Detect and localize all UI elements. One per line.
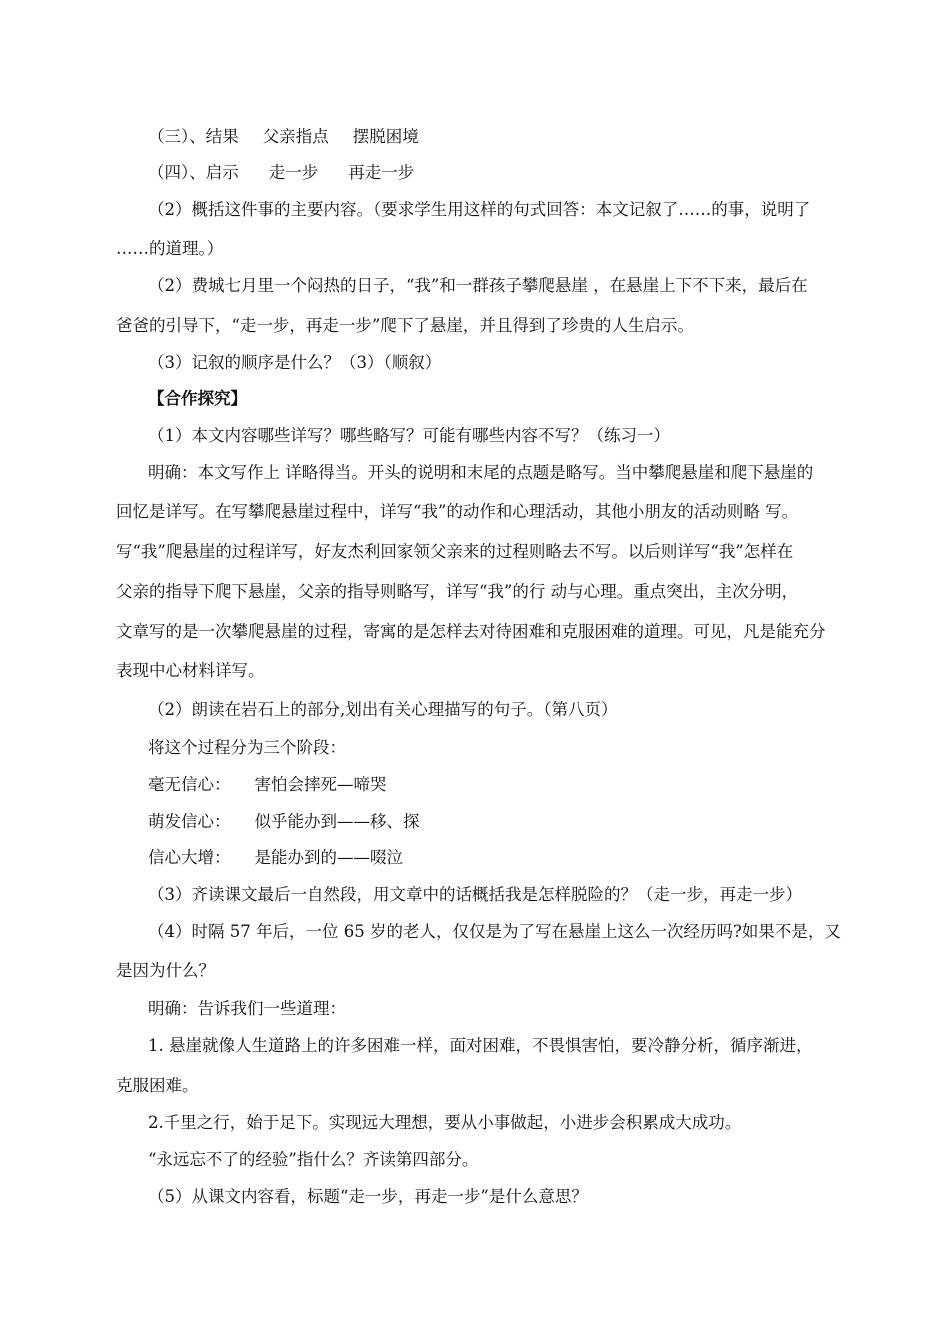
section-heading: 【合作探究】 <box>148 389 247 408</box>
paragraph-line: 写“我”爬悬崖的过程详写，好友杰利回家领父亲来的过程则略去不写。以后则详写“我”怎样在 <box>116 542 794 561</box>
paragraph-line: 明确：告诉我们一些道理： <box>148 999 346 1018</box>
stage-line <box>148 848 872 868</box>
paragraph-line: （2）概括这件事的主要内容。（要求学生用这样的句式回答：本文记叙了……的事，说明了 <box>148 200 811 219</box>
stage-detail: 是能办到的——啜泣 <box>254 848 403 867</box>
list-item: 1. 悬崖就像人生道路上的许多困难一样，面对困难，不畏惧害怕，要冷静分析，循序渐进， <box>148 1036 813 1055</box>
outline-item-3 <box>148 127 872 147</box>
stage-label: 萌发信心： <box>148 812 231 831</box>
stage-line <box>148 775 872 795</box>
question-line: （2）朗读在岩石上的部分,划出有关心理描写的句子。（第八页） <box>148 700 618 719</box>
stage-label: 毫无信心： <box>148 775 231 794</box>
list-item: 2.千里之行，始于足下。实现远大理想，要从小事做起，小进步会积累成大成功。 <box>148 1113 742 1132</box>
stage-line <box>148 812 872 832</box>
outline-label: （四）、启示 <box>148 163 239 182</box>
question-line: （1）本文内容哪些详写？哪些略写？可能有哪些内容不写？（练习一） <box>148 426 670 445</box>
stage-detail: 害怕会摔死—啼哭 <box>254 775 387 794</box>
paragraph-line: 将这个过程分为三个阶段： <box>148 738 346 757</box>
paragraph-line: 父亲的指导下爬下悬崖，父亲的指导则略写，详写“我”的行 动与心理。重点突出，主次分明， <box>116 582 799 601</box>
paragraph-line: ……的道理。） <box>116 239 224 258</box>
outline-point: 父亲指点 <box>262 127 329 146</box>
question-line: （4）时隔 57 年后，一位 65 岁的老人，仅仅是为了写在悬崖上这么一次经历吗?如果不是，又 <box>148 922 841 941</box>
question-line: （5）从课文内容看，标题“走一步，再走一步”是什么意思？ <box>148 1187 588 1206</box>
paragraph-line: 文章写的是一次攀爬悬崖的过程，寄寓的是怎样去对待困难和克服困难的道理。可见，凡是能充分 <box>116 622 826 641</box>
stage-detail: 似乎能办到——移、探 <box>254 812 420 831</box>
outline-point: 走一步 <box>268 163 319 182</box>
outline-label: （三）、结果 <box>148 127 239 146</box>
paragraph-line: （2）费城七月里一个闷热的日子，“我”和一群孩子攀爬悬崖 ，在悬崖上下不下来，最后在 <box>148 276 808 295</box>
paragraph-line: 表现中心材料详写。 <box>116 661 265 680</box>
paragraph-line: 爸爸的引导下，“走一步，再走一步”爬下了悬崖，并且得到了珍贵的人生启示。 <box>116 316 694 335</box>
paragraph-line: （3）记叙的顺序是什么？（3）（顺叙） <box>148 353 442 372</box>
stage-label: 信心大增： <box>148 848 231 867</box>
outline-point: 摆脱困境 <box>352 127 419 146</box>
paragraph-line: 回忆是详写。在写攀爬悬崖过程中，详写“我”的动作和心理活动，其他小朋友的活动则略 写。 <box>116 502 799 521</box>
question-line: （3）齐读课文最后一自然段，用文章中的话概括我是怎样脱险的？（走一步，再走一步） <box>148 885 802 904</box>
paragraph-line: “永远忘不了的经验”指什么？齐读第四部分。 <box>148 1150 479 1169</box>
outline-point: 再走一步 <box>348 163 415 182</box>
paragraph-line: 明确：本文写作上 详略得当。开头的说明和末尾的点题是略写。当中攀爬悬崖和爬下悬崖的 <box>148 463 814 482</box>
outline-item-4 <box>148 163 872 183</box>
question-line: 是因为什么？ <box>116 961 215 980</box>
list-item-continued: 克服困难。 <box>116 1076 199 1095</box>
